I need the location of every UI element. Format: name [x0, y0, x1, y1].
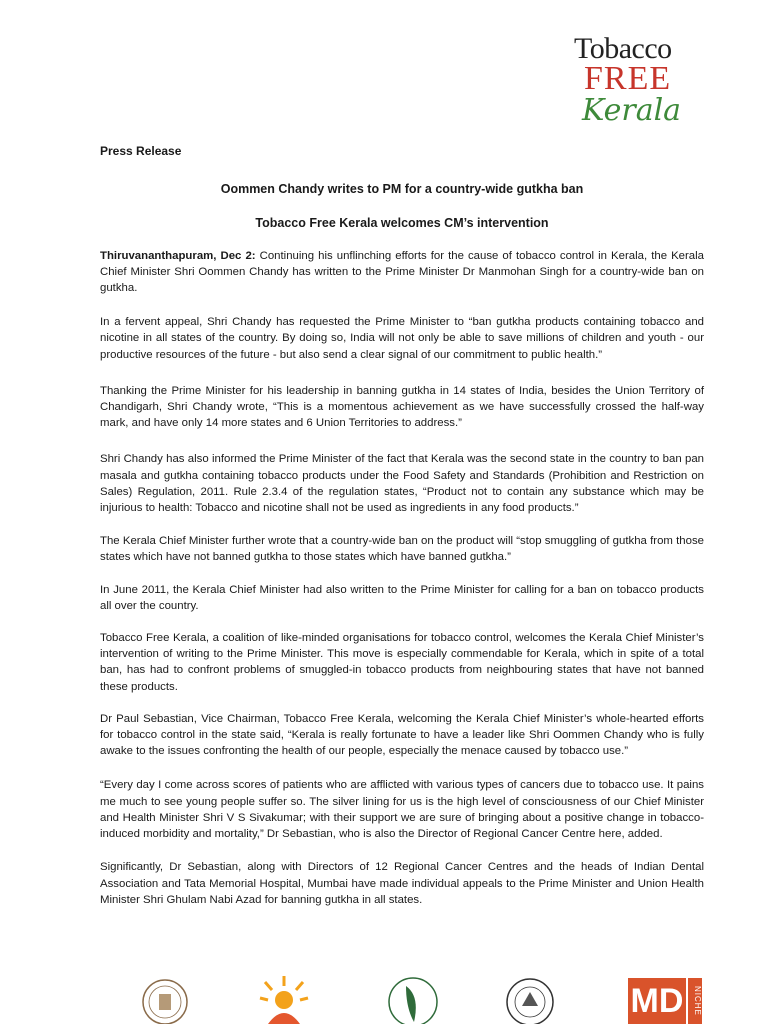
subheadline: Tobacco Free Kerala welcomes CM’s intervention [255, 216, 549, 231]
paragraph-4: Shri Chandy has also informed the Prime Minister of the fact that Kerala was the second state in the country to ban pan masala and gutkha containing tobacco products under the Food Safety and Standards (Prohibition and Restriction on Sales) Regulation, 2011. Rule 2.3.4 of the regulation states, “Product not to contain any substance which may be injurious to health: Tobacco and nicotine shall not be used as ingredients in any food products.” [100, 453, 704, 515]
logo-line-free: FREE [584, 60, 672, 97]
paragraph-1-text: Continuing his unflinching efforts for the cause of tobacco control in Kerala, the Kerala Chief Minister Shri Oommen Chandy has written to the Prime Minister Dr Manmohan Singh for a country-wide ban on gutkha. [100, 249, 704, 295]
malabar-cancer-centre-logo-icon [502, 972, 558, 1024]
paragraph-6: In June 2011, the Kerala Chief Minister had also written to the Prime Minister for calling for a ban on tobacco products all over the country. [100, 583, 704, 612]
logo-line-tobacco: Tobacco [574, 32, 672, 65]
paragraph-7: Tobacco Free Kerala, a coalition of like-minded organisations for tobacco control, welcomes the Kerala Chief Minister’s intervention of writing to the Prime Minister. This move is especially commendable for Kerala, which in spite of a total ban, has had to confront problems of smuggled-in tobacco products from neighbouring states that have not banned these products. [100, 632, 704, 693]
paragraph-9: “Every day I come across scores of patients who are afflicted with various types of cancers due to tobacco use. It pains me much to see young people suffer so. The silver lining for us is the high level of consciousness of our Chief Minister and Health Minister Shri V S Sivakumar; with their support we are sure of bringing about a positive change in tobacco-induced morbidity and mortality,” Dr Sebastian, who is also the Director of Regional Cancer Centre here, added. [100, 779, 704, 841]
kerala-voluntary-health-services-logo-icon [384, 972, 442, 1024]
paragraph-3: Thanking the Prime Minister for his leadership in banning gutkha in 14 states of India, besides the Union Territory of Chandigarh, Shri Chandy wrote, “This is a momentous achievement as we have successfully crossed the half-way mark, and have only 14 more states and 6 Union Territories to address.” [100, 384, 704, 430]
paragraph-10: Significantly, Dr Sebastian, along with Directors of 12 Regional Cancer Centres and the heads of Indian Dental Association and Tata Memorial Hospital, Mumbai have made individual appeals to the Prime Minister and Union Health Minister Shri Ghulam Nabi Azad for banning gutkha in all states. [100, 861, 704, 906]
paragraph-8: Dr Paul Sebastian, Vice Chairman, Tobacco Free Kerala, welcoming the Kerala Chief Minister’s whole-hearted efforts for tobacco control in the state said, “Kerala is really fortunate to have a leader like Shri Oommen Chandy who is fully awake to the issues confronting the health of our people, especially the menace caused by tobacco use.” [100, 712, 704, 758]
md-niche-logo: MD [628, 978, 686, 1024]
paragraph-1 [100, 248, 704, 297]
headline: Oommen Chandy writes to PM for a country-wide gutkha ban [220, 182, 584, 197]
tobacco-free-kerala-logo [574, 34, 694, 130]
dateline: Thiruvananthapuram, Dec 2: [100, 249, 256, 262]
paragraph-2: In a fervent appeal, Shri Chandy has requested the Prime Minister to “ban gutkha products containing tobacco and nicotine in all states of the country. By doing so, India will not only be able to save millions of children and youth - our productive resources of the future - but also send a clear signal of our commitment to public health.” [100, 316, 704, 361]
document-label: Press Release [100, 144, 182, 158]
paragraph-5: The Kerala Chief Minister further wrote that a country-wide ban on the product will “stop smuggling of gutkha from those states which have not banned gutkha to those states which have banned gutkha.” [100, 535, 704, 564]
niche-logo-text: NICHE [688, 978, 702, 1024]
sun-figure-logo-icon [258, 972, 310, 1024]
regional-cancer-centre-emblem-icon [138, 972, 192, 1024]
logo-line-kerala: Kerala [582, 93, 682, 128]
press-release-body [100, 143, 704, 908]
